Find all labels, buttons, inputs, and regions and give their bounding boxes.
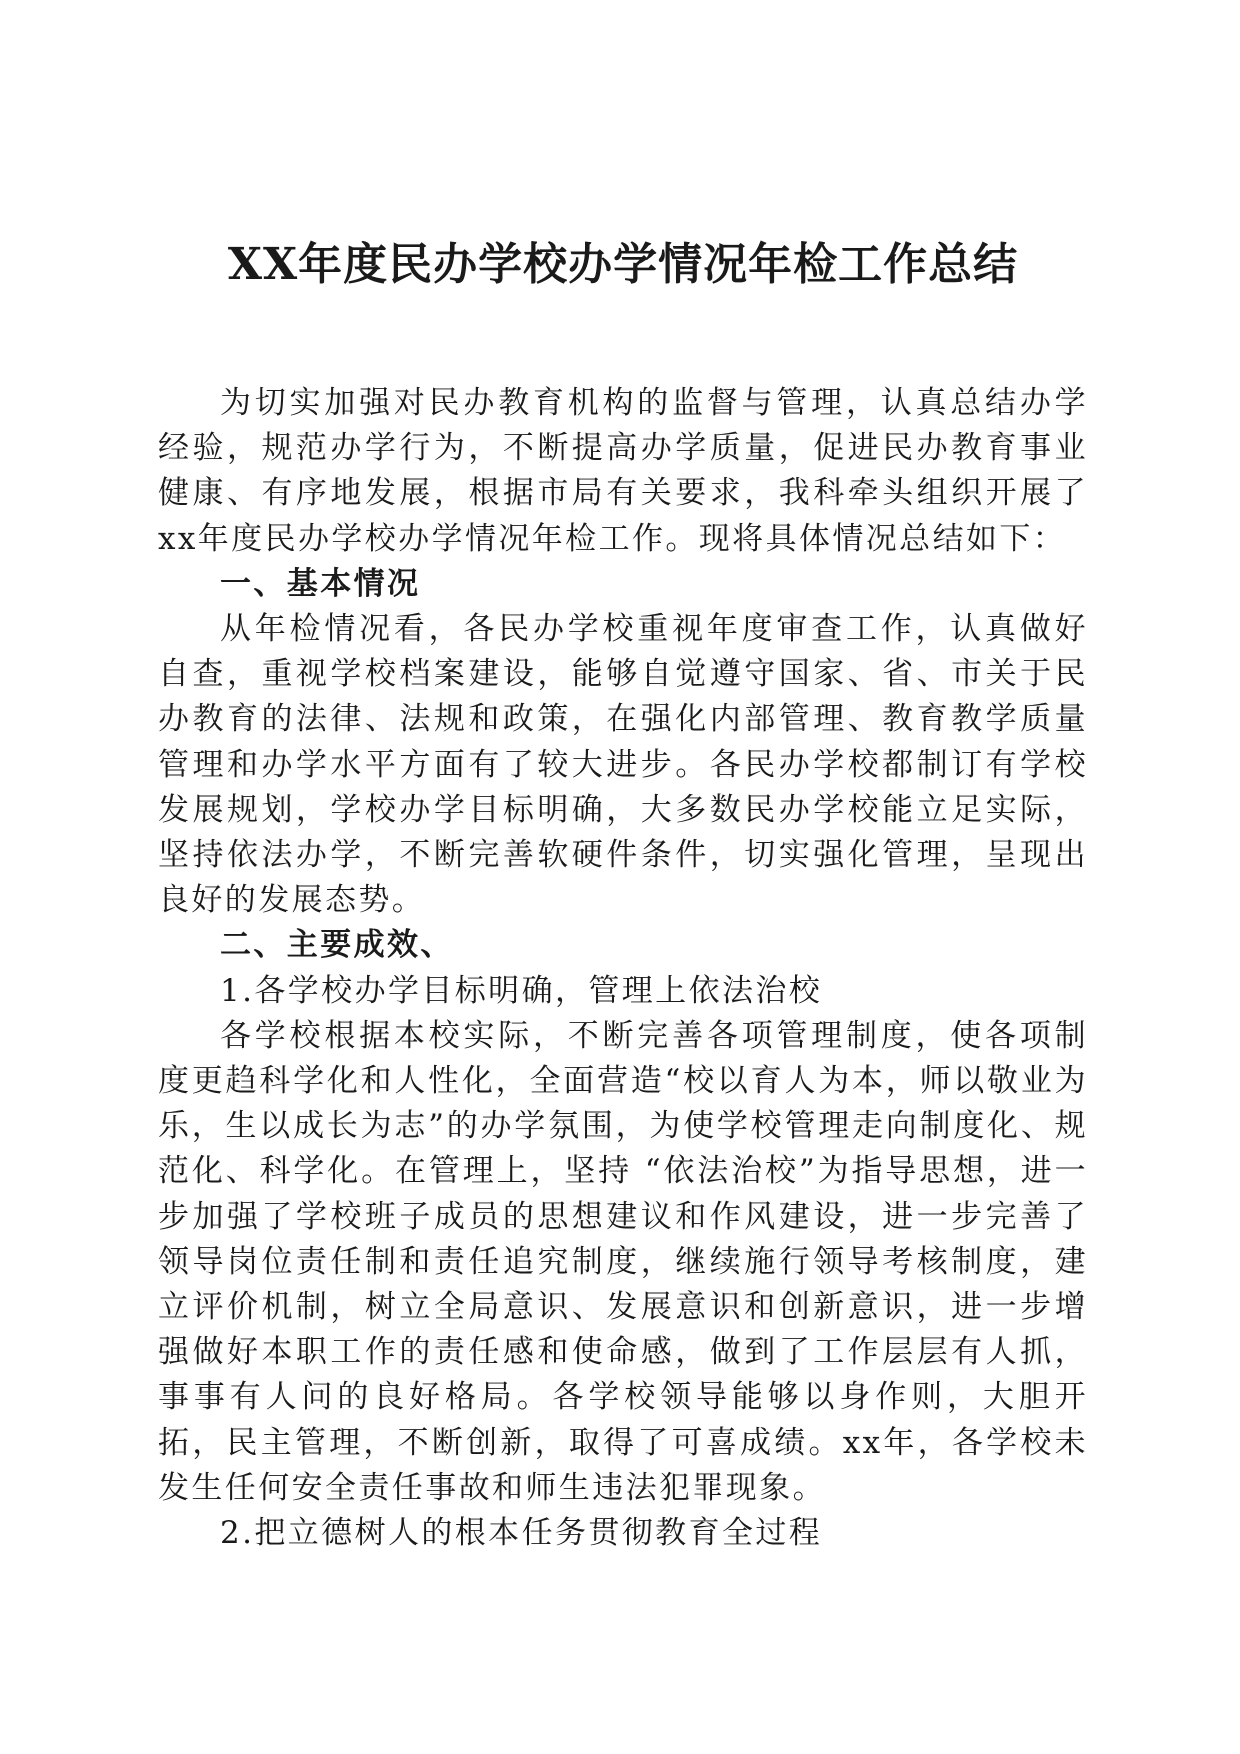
section-1-heading: 一、基本情况 [220, 565, 421, 602]
section-1-paragraph: 从年检情况看，各民办学校重视年度审查工作，认真做好自查，重视学校档案建设，能够自觉遵守国家、省、市关于民办教育的法律、法规和政策，在强化内部管理、教育教学质量管理和办学水平方面有了较大进步。各民办学校都制订有学校发展规划，学校办学目标明确，大多数民办学校能立足实际，坚持依法办学，不断完善软硬件条件，切实强化管理，呈现出良好的发展态势。 [158, 611, 1088, 919]
document-title: XX年度民办学校办学情况年检工作总结 [227, 239, 1019, 290]
section-2-heading: 二、主要成效、 [220, 927, 454, 964]
document-body [158, 381, 1088, 1556]
item-2-heading: 2.把立德树人的根本任务贯彻教育全过程 [220, 1515, 823, 1552]
intro-paragraph: 为切实加强对民办教育机构的监督与管理，认真总结办学经验，规范办学行为，不断提高办学质量，促进民办教育事业健康、有序地发展，根据市局有关要求，我科牵头组织开展了xx年度民办学校办学情况年检工作。现将具体情况总结如下： [158, 385, 1088, 557]
item-1-paragraph: 各学校根据本校实际，不断完善各项管理制度，使各项制度更趋科学化和人性化，全面营造“校以育人为本，师以敬业为乐，生以成长为志”的办学氛围，为使学校管理走向制度化、规范化、科学化。在管理上，坚持 “依法治校”为指导思想，进一步加强了学校班子成员的思想建议和作风建设，进一步完善了领导岗位责任制和责任追究制度，继续施行领导考核制度，建立评价机制，树立全局意识、发展意识和创新意识，进一步增强做好本职工作的责任感和使命感，做到了工作层层有人抓，事事有人问的良好格局。各学校领导能够以身作则，大胆开拓，民主管理，不断创新，取得了可喜成绩。xx年，各学校未发生任何安全责任事故和师生违法犯罪现象。 [158, 1017, 1088, 1506]
item-1-heading: 1.各学校办学目标明确，管理上依法治校 [220, 972, 823, 1009]
